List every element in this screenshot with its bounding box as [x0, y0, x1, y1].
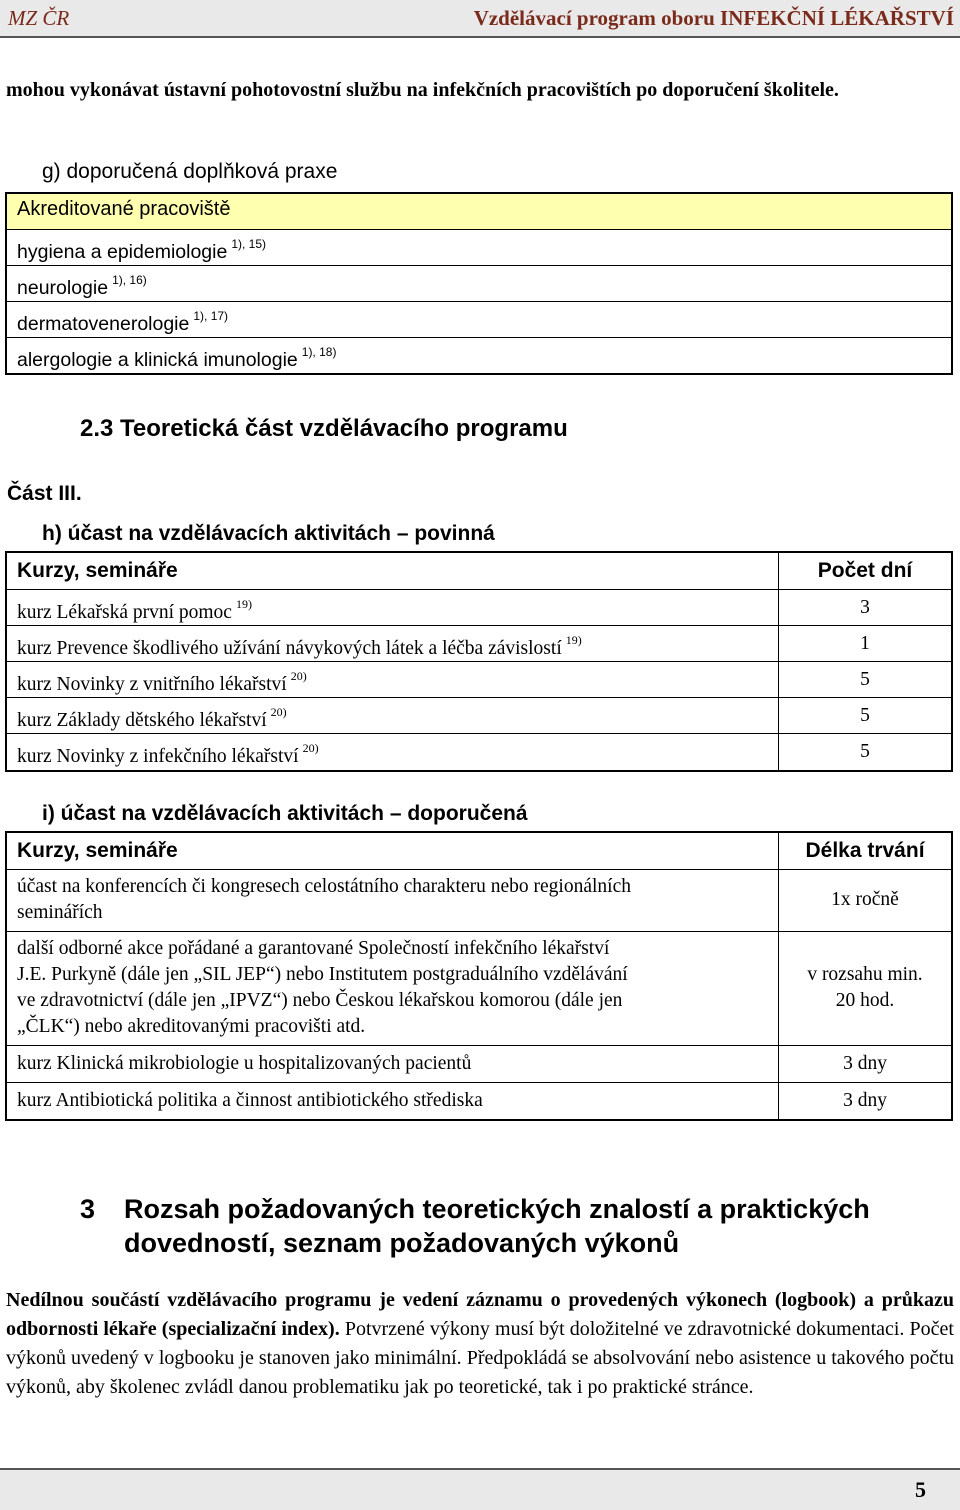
row-footnote: 1), 16) — [112, 273, 147, 287]
course-days: 3 — [860, 597, 870, 618]
course-footnote: 20) — [270, 705, 287, 719]
activity-duration: v rozsahu min. — [807, 964, 923, 985]
table-header-label: Akreditované pracoviště — [17, 198, 231, 220]
closing-bold-text: Nedílnou součástí vzdělávacího programu je vedení záznamu o provedených výkonech (logbook) a průkazu odbornosti lékaře (specializační index). — [6, 1289, 954, 1340]
part-label: Část III. — [7, 482, 82, 505]
closing-paragraph — [6, 1286, 954, 1402]
page-footer — [0, 1470, 960, 1510]
section-i-heading: i) účast na vzdělávacích aktivitách – doporučená — [42, 802, 528, 825]
activity-line: další odborné akce pořádané a garantované Společností infekčního lékařství — [17, 938, 610, 959]
column-header-courses: Kurzy, semináře — [17, 839, 178, 862]
table-row — [7, 337, 951, 374]
column-header-days: Počet dní — [817, 559, 913, 582]
activity-line: J.E. Purkyně (dále jen „SIL JEP“) nebo Institutem postgraduálního vzdělávání — [17, 964, 628, 985]
activity-line: kurz Klinická mikrobiologie u hospitalizovaných pacientů — [17, 1053, 472, 1074]
table-row — [7, 1045, 951, 1083]
header-ministry: MZ ČR — [8, 6, 70, 30]
table-row — [7, 1082, 951, 1120]
table-header-row — [7, 553, 951, 589]
table-row — [7, 733, 951, 770]
table-row — [7, 869, 951, 932]
row-label: alergologie a klinická imunologie — [17, 349, 298, 371]
section-h-heading: h) účast na vzdělávacích aktivitách – povinná — [42, 522, 495, 545]
course-name: kurz Novinky z vnitřního lékařství — [17, 674, 287, 695]
section-3-number: 3 — [80, 1194, 96, 1224]
row-footnote: 1), 18) — [301, 345, 337, 359]
column-header-courses: Kurzy, semináře — [17, 559, 178, 582]
course-footnote: 20) — [290, 669, 307, 683]
course-name: kurz Základy dětského lékařství — [17, 710, 267, 731]
activity-line: účast na konferencích či kongresech celostátního charakteru nebo regionálních — [17, 876, 631, 897]
header-program-title: Vzdělávací program oboru INFEKČNÍ LÉKAŘSTVÍ — [473, 6, 954, 30]
activity-duration: 1x ročně — [831, 889, 899, 910]
table-row — [7, 697, 951, 734]
section-3-title: Rozsah požadovaných teoretických znalostí a praktických dovedností, seznam požadovaných výkonů — [124, 1194, 870, 1258]
course-name: kurz Lékařská první pomoc — [17, 602, 232, 623]
section-h-table — [5, 551, 953, 772]
section-g-heading: g) doporučená doplňková praxe — [42, 160, 338, 183]
course-days: 5 — [860, 741, 870, 762]
course-days: 5 — [860, 705, 870, 726]
row-label: neurologie — [17, 277, 109, 299]
row-label: hygiena a epidemiologie — [17, 241, 228, 263]
column-header-duration: Délka trvání — [805, 839, 925, 862]
activity-line: ve zdravotnictví (dále jen „IPVZ“) nebo Českou lékařskou komorou (dále jen — [17, 990, 623, 1011]
table-header-row — [7, 833, 951, 869]
activity-line: seminářích — [17, 902, 103, 923]
course-days: 5 — [860, 669, 870, 690]
section-2-3-heading: 2.3 Teoretická část vzdělávacího programu — [80, 415, 568, 442]
table-row — [7, 265, 951, 302]
table-row — [7, 661, 951, 698]
course-footnote: 20) — [302, 741, 319, 755]
intro-paragraph: mohou vykonávat ústavní pohotovostní službu na infekčních pracovištích po doporučení školitele. — [6, 79, 839, 101]
header-divider — [0, 36, 960, 38]
section-i-table — [5, 831, 953, 1121]
table-row — [7, 931, 951, 1046]
activity-duration: 3 dny — [843, 1053, 887, 1074]
row-footnote: 1), 15) — [231, 237, 267, 251]
page-number: 5 — [915, 1477, 926, 1502]
table-row — [7, 301, 951, 338]
table-row — [7, 229, 951, 266]
activity-line: „ČLK“) nebo akreditovanými pracovišti atd. — [17, 1016, 366, 1037]
row-label: dermatovenerologie — [17, 313, 190, 335]
course-footnote: 19) — [235, 597, 252, 611]
row-footnote: 1), 17) — [193, 309, 229, 323]
closing-text: Potvrzené výkony musí být doložitelné ve zdravotnické dokumentaci. Počet výkonů uvedený v logbooku je stanoven jako minimální. Předpokládá se absolvování nebo asistence u takového počtu výkonů, aby školenec zvládl danou problematiku jak po teoretické, tak i po praktické stránce. — [6, 1318, 954, 1398]
course-name: kurz Novinky z infekčního lékařství — [17, 746, 299, 767]
course-footnote: 19) — [565, 633, 582, 647]
table-header-row — [7, 194, 951, 229]
section-g-table — [5, 192, 953, 375]
activity-line: kurz Antibiotická politika a činnost antibiotického střediska — [17, 1090, 483, 1111]
course-days: 1 — [860, 633, 870, 654]
activity-duration: 20 hod. — [835, 990, 895, 1011]
course-name: kurz Prevence škodlivého užívání návykových látek a léčba závislostí — [17, 638, 562, 659]
table-row — [7, 589, 951, 626]
table-row — [7, 625, 951, 662]
activity-duration: 3 dny — [843, 1090, 887, 1111]
